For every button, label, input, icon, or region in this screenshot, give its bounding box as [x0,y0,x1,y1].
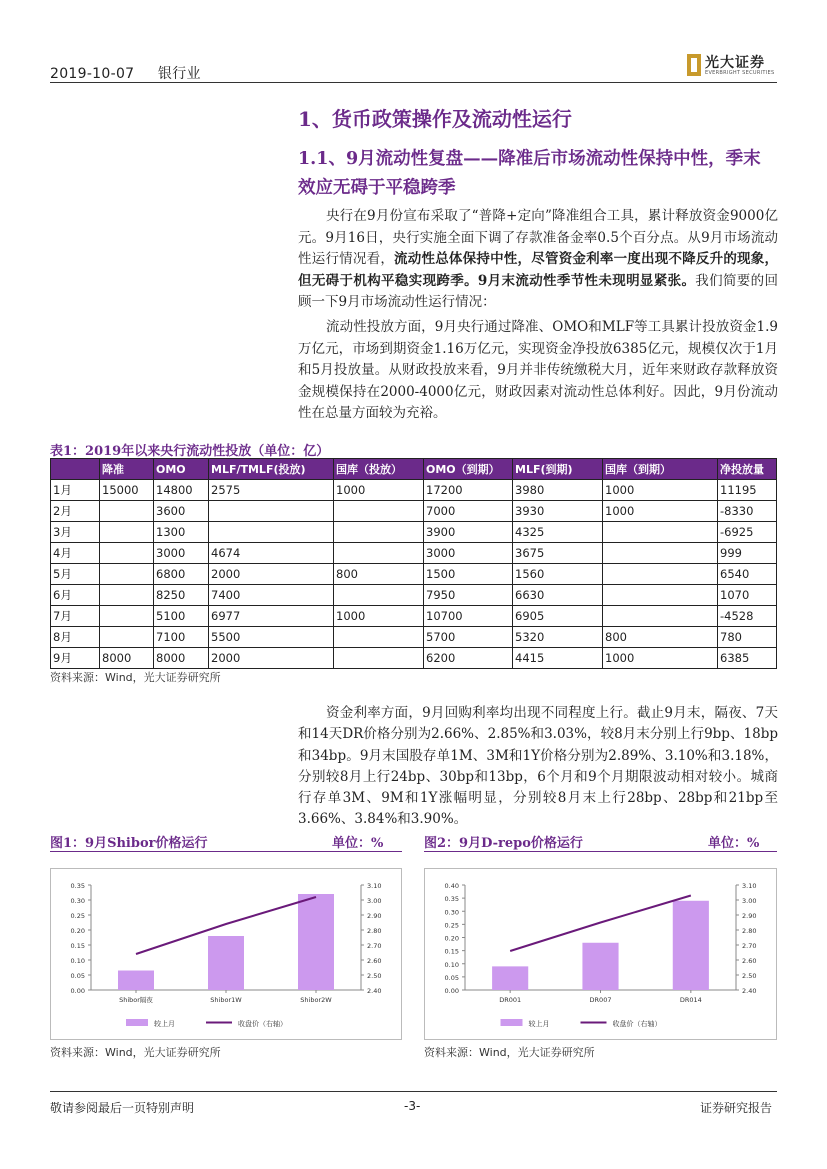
x-tick-label: Shibor2W [300,996,332,1004]
figure-2-source: 资料来源：Wind，光大证券研究所 [424,1046,595,1059]
y-right-tick-label: 2.70 [367,942,382,950]
x-tick-label: DR014 [679,996,702,1004]
industry-label: 银行业 [157,66,201,82]
table-header-cell: MLF/TMLF(投放) [209,459,334,480]
table-cell: 3900 [424,522,513,543]
paragraph-2: 流动性投放方面，9月央行通过降准、OMO和MLF等工具累计投放资金1.9万亿元，市场到期资金1.16万亿元，实现资金净投放6385亿元，规模仅次于1月和5月投放量。从财政投放来看，9月并非传统缴税大月，近年来财政存款释放资金规模保持在2000-4000亿元，财政因素对流动性总体利好。因此，9月份流动性在总量方面较为充裕。 [298,319,778,421]
y-right-tick-label: 2.90 [742,912,757,920]
table-header-cell: 降准 [100,459,154,480]
table-cell: 3980 [513,480,603,501]
figure-1-chart [51,869,401,1039]
table-cell: -8330 [718,501,777,522]
legend-bar-label: 较上月 [528,1020,550,1028]
table-cell: 3600 [154,501,209,522]
table-row-month: 2月 [51,501,100,522]
table-cell: 7000 [424,501,513,522]
y-left-tick-label: 0.40 [444,882,459,890]
table-cell [603,585,718,606]
table-cell: 8000 [100,648,154,669]
table-cell: 6200 [424,648,513,669]
table-cell [603,522,718,543]
table-row-month: 7月 [51,606,100,627]
report-date-text: 2019-10-07 [50,66,135,82]
table-cell [603,606,718,627]
table-row [51,564,777,585]
table-cell: 7950 [424,585,513,606]
y-right-tick-label: 2.50 [367,972,382,980]
table-row-month: 6月 [51,585,100,606]
table-cell [334,501,424,522]
y-right-tick-label: 2.80 [742,927,757,935]
paragraph-1-text-b: 我们简要的回顾一下9月市场流动性运行情况： [298,272,778,310]
table-cell: 3000 [154,543,209,564]
figure-2-frame [424,868,777,1040]
table-row-month: 8月 [51,627,100,648]
table-cell [334,648,424,669]
table-row-month: 5月 [51,564,100,585]
table-cell [100,606,154,627]
y-left-tick-label: 0.05 [70,972,85,980]
table-cell: 11195 [718,480,777,501]
table-cell: 1000 [334,606,424,627]
table-cell [603,543,718,564]
table-cell [209,501,334,522]
table-cell [100,543,154,564]
table-row-month: 4月 [51,543,100,564]
x-tick-label: Shibor1W [210,996,242,1004]
table-cell: 4325 [513,522,603,543]
y-left-tick-label: 0.35 [70,882,85,890]
x-tick-label: Shibor隔夜 [119,996,153,1004]
close-price-line [510,896,691,952]
bar-Shibor2W [298,894,334,990]
table-cell: 1300 [154,522,209,543]
table-cell: 4415 [513,648,603,669]
table-cell: 3930 [513,501,603,522]
table-cell [100,627,154,648]
table-cell: 780 [718,627,777,648]
table-cell: 8250 [154,585,209,606]
table-row [51,606,777,627]
liquidity-table [50,458,777,669]
legend-bar-swatch [501,1019,523,1026]
table-cell: 7100 [154,627,209,648]
legend-bar-swatch [126,1019,148,1026]
y-right-tick-label: 3.00 [367,897,382,905]
y-left-tick-label: 0.30 [70,897,85,905]
table-header-cell: OMO（到期） [424,459,513,480]
table-header-cell: 国库（投放） [334,459,424,480]
table-cell: 1000 [603,648,718,669]
subsection-heading: 1.1、9月流动性复盘——降准后市场流动性保持中性，季末效应无碍于平稳跨季 [298,149,761,198]
table-row-month: 9月 [51,648,100,669]
y-right-tick-label: 3.00 [742,897,757,905]
paragraph-3: 资金利率方面，9月回购利率均出现不同程度上行。截止9月末，隔夜、7天和14天DR价格分别为2.66%、2.85%和3.03%，较8月末分别上行9bp、18bp和34bp。9月末国股存单1M、3M和1Y价格分别为2.89%、3.10%和3.18%，分别较8月上行24bp、30bp和13bp，6个月和9个月期限波动相对较小。城商行存单3M、9M和1Y涨幅明显，分别较8月末上行28bp、28bp和21bp至3.66%、3.84%和3.90%。 [298,705,778,828]
table-cell [100,501,154,522]
y-right-tick-label: 3.10 [742,882,757,890]
y-left-tick-label: 0.25 [444,921,459,930]
table-cell: 800 [334,564,424,585]
table-row [51,501,777,522]
logo-text-en: EVERBRIGHT SECURITIES [705,70,775,76]
table-row [51,648,777,669]
table-cell: 1070 [718,585,777,606]
figure-1-unit: 单位：% [332,836,384,851]
table-cell: 6385 [718,648,777,669]
table-cell [100,564,154,585]
table-cell: 999 [718,543,777,564]
table-cell: 6800 [154,564,209,585]
y-left-tick-label: 0.20 [70,927,85,935]
table-cell: 5100 [154,606,209,627]
bar-DR001 [492,966,528,990]
table-cell: 1000 [603,480,718,501]
table-cell: 1500 [424,564,513,585]
table-cell: 14800 [154,480,209,501]
table-cell: 6630 [513,585,603,606]
table-cell [100,585,154,606]
table-cell [209,522,334,543]
paragraph-1 [298,206,778,314]
footer-divider [50,1091,777,1092]
y-left-tick-label: 0.10 [444,960,459,969]
y-right-tick-label: 2.60 [742,957,757,965]
y-right-tick-label: 2.40 [742,987,757,995]
paragraph-1-bold: 流动性总体保持中性，尽管资金利率一度出现不降反升的现象，但无碍于机构平稳实现跨季。9月末流动性季节性未现明显紧张。 [298,251,779,289]
y-left-tick-label: 0.00 [70,987,85,995]
table-cell [334,585,424,606]
y-right-tick-label: 2.70 [742,942,757,950]
table-title: 表1：2019年以来央行流动性投放（单位：亿） [50,444,330,459]
table-row [51,627,777,648]
report-date [50,63,201,83]
bar-Shibor隔夜 [118,971,154,991]
company-logo [687,52,777,78]
y-left-tick-label: 0.30 [444,908,459,917]
table-row [51,480,777,501]
figure-1-frame [50,868,402,1040]
logo-text-cn: 光大证券 [705,55,765,71]
figure-1-source: 资料来源：Wind，光大证券研究所 [50,1046,221,1059]
y-left-tick-label: 0.35 [444,895,459,904]
table-cell: 5500 [209,627,334,648]
table-source: 资料来源：Wind，光大证券研究所 [50,671,221,684]
bar-DR014 [673,901,709,990]
y-right-tick-label: 2.40 [367,987,382,995]
table-header-row [51,459,777,480]
table-cell: 5320 [513,627,603,648]
page-number: -3- [404,1099,421,1113]
table-cell: 17200 [424,480,513,501]
table-cell: -4528 [718,606,777,627]
y-right-tick-label: 2.80 [367,927,382,935]
y-left-tick-label: 0.20 [444,934,459,943]
y-right-tick-label: 2.50 [742,972,757,980]
table-row-month: 1月 [51,480,100,501]
table-cell: 8000 [154,648,209,669]
table-row [51,543,777,564]
table-cell: 6905 [513,606,603,627]
table-cell: 7400 [209,585,334,606]
table-cell [334,543,424,564]
y-right-tick-label: 2.90 [367,912,382,920]
table-header-cell: OMO [154,459,209,480]
table-cell: 15000 [100,480,154,501]
header-divider [50,82,777,83]
legend-line-label: 收盘价（右轴） [238,1020,287,1028]
table-row [51,522,777,543]
table-cell: 5700 [424,627,513,648]
table-cell [603,564,718,585]
figure-2-unit: 单位：% [708,836,760,851]
table-cell: 1000 [334,480,424,501]
table-cell: 6977 [209,606,334,627]
table-cell: 10700 [424,606,513,627]
y-right-tick-label: 2.60 [367,957,382,965]
table-cell: 4674 [209,543,334,564]
y-left-tick-label: 0.15 [70,942,85,950]
table-cell [334,522,424,543]
logo-mark-icon [687,54,701,76]
table-header-cell [51,459,100,480]
footer-disclaimer: 敬请参阅最后一页特别声明 [50,1101,195,1115]
table-cell [100,522,154,543]
y-right-tick-label: 3.10 [367,882,382,890]
table-cell: 6540 [718,564,777,585]
figure-1-divider [50,851,402,852]
y-left-tick-label: 0.10 [70,957,85,965]
y-left-tick-label: 0.05 [444,973,459,982]
table-header-cell: 净投放量 [718,459,777,480]
footer-report-type: 证券研究报告 [700,1101,773,1115]
legend-bar-label: 较上月 [154,1020,175,1028]
y-left-tick-label: 0.15 [444,947,459,956]
figure-2-chart [425,869,776,1039]
x-tick-label: DR007 [589,996,612,1004]
table-cell: 1560 [513,564,603,585]
table-header-cell: 国库（到期） [603,459,718,480]
table-cell: 3000 [424,543,513,564]
figure-1-title: 图1：9月Shibor价格运行 [50,836,208,851]
table-cell [334,627,424,648]
table-cell: 2000 [209,648,334,669]
table-cell: -6925 [718,522,777,543]
table-cell: 800 [603,627,718,648]
y-left-tick-label: 0.25 [70,912,85,920]
figure-2-divider [424,851,777,852]
figure-2-title: 图2：9月D-repo价格运行 [424,836,583,851]
x-tick-label: DR001 [499,996,522,1004]
table-cell: 2575 [209,480,334,501]
bar-Shibor1W [208,936,244,990]
paragraph-1-text-a: 央行在9月份宣布采取了“普降+定向”降准组合工具，累计释放资金9000亿元。9月16日，央行实施全面下调了存款准备金率0.5个百分点。从9月市场流动性运行情况看， [298,208,778,267]
section-heading: 1、货币政策操作及流动性运行 [298,107,572,131]
legend-line-label: 收盘价（右轴） [612,1020,662,1028]
table-row-month: 3月 [51,522,100,543]
bar-DR007 [582,943,618,990]
table-cell: 1000 [603,501,718,522]
y-left-tick-label: 0.00 [444,987,459,995]
table-cell: 3675 [513,543,603,564]
table-row [51,585,777,606]
table-header-cell: MLF(到期) [513,459,603,480]
table-cell: 2000 [209,564,334,585]
